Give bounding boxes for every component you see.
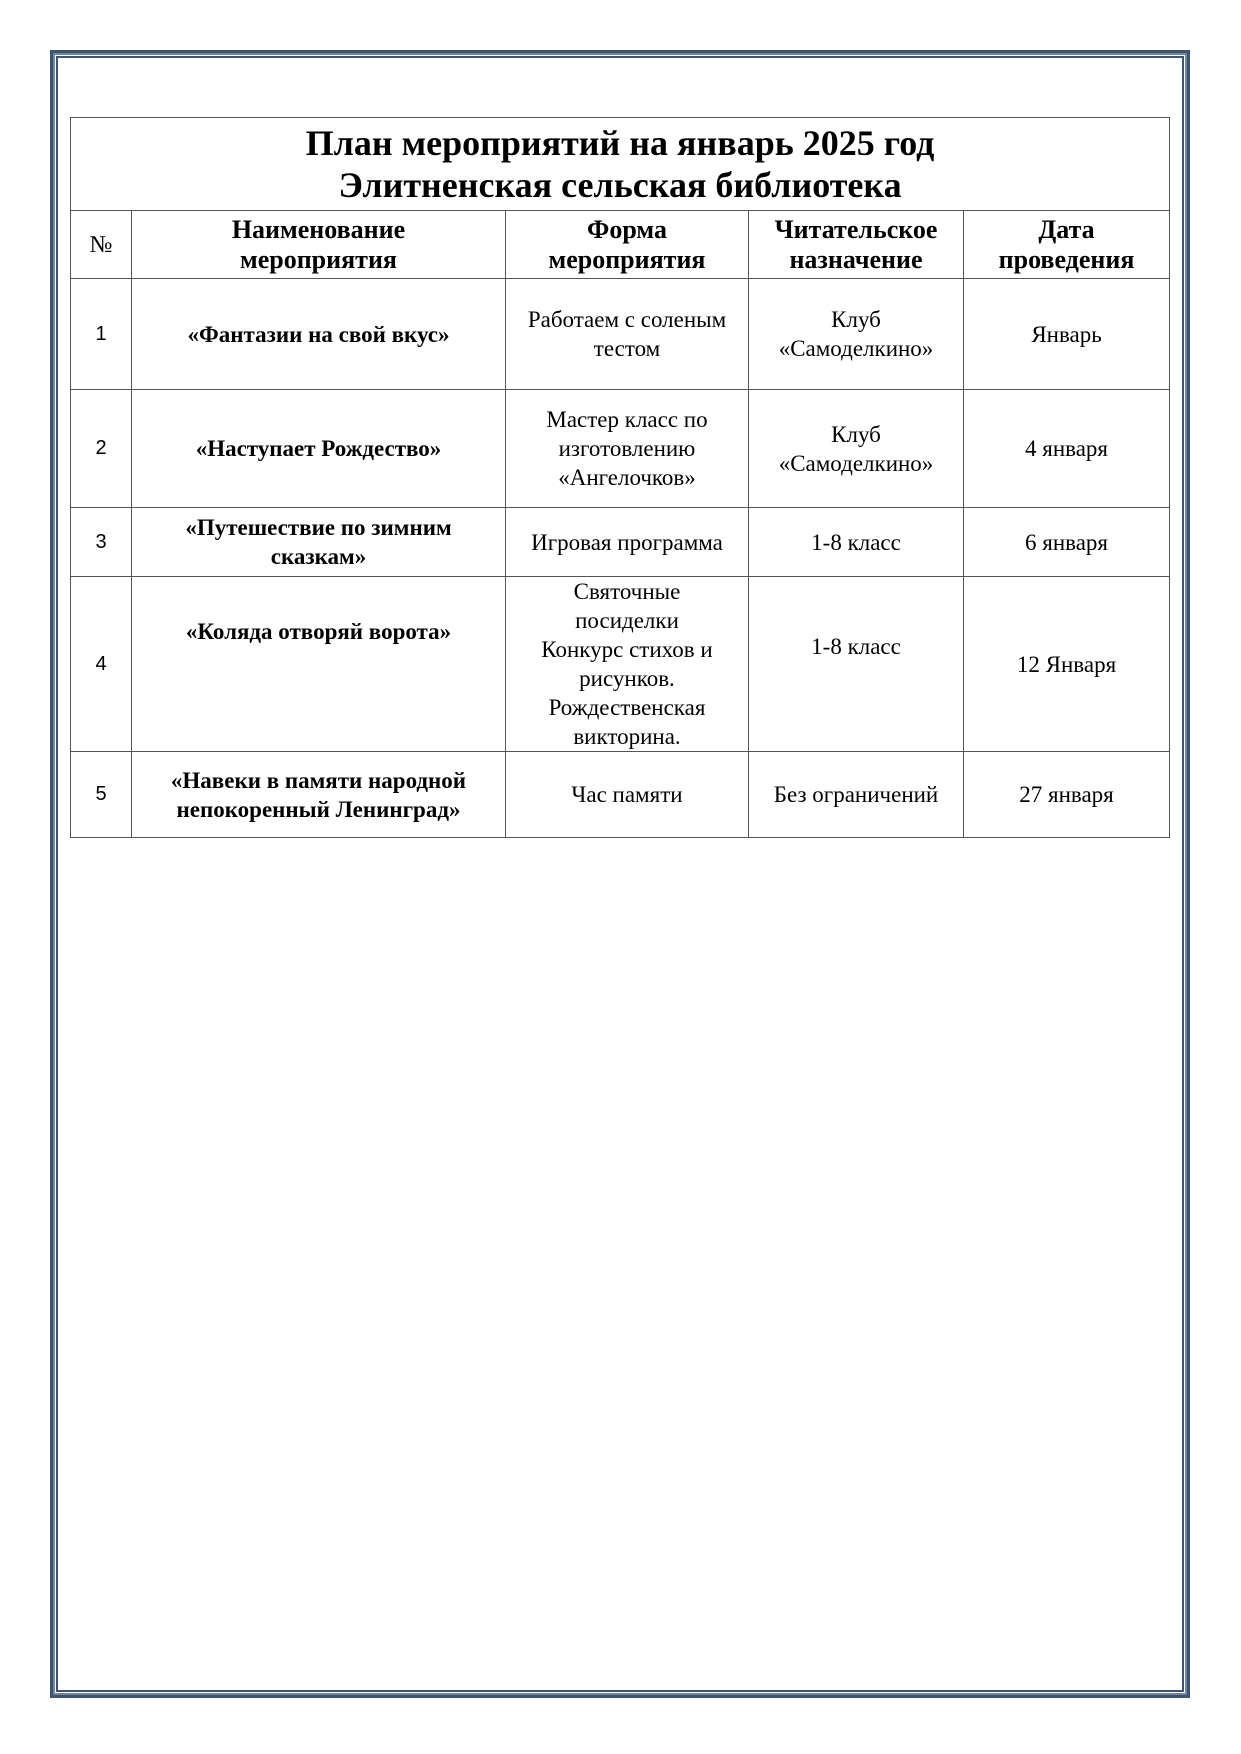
cell-line: викторина. (573, 724, 681, 749)
event-date: 12 Января (964, 577, 1170, 752)
header-text: Дата (1038, 214, 1095, 244)
column-header-name (132, 211, 506, 279)
row-number: 1 (71, 279, 132, 390)
table-row (71, 279, 1170, 390)
header-text: Форма (587, 214, 667, 244)
event-form: Час памяти (506, 752, 749, 838)
column-header-number: № (71, 211, 132, 279)
cell-line: посиделки (575, 608, 679, 633)
event-audience: Без ограничений (749, 752, 964, 838)
header-text: назначение (789, 244, 923, 274)
row-number: 4 (71, 577, 132, 752)
event-date: Январь (964, 279, 1170, 390)
column-header-audience (749, 211, 964, 279)
cell-line: Клуб (831, 421, 881, 447)
header-text: мероприятия (548, 244, 706, 274)
row-number: 2 (71, 390, 132, 508)
event-form (506, 577, 749, 752)
cell-line: тестом (593, 336, 661, 361)
event-name: «Фантазии на свой вкус» (132, 279, 506, 390)
header-text: проведения (998, 244, 1135, 274)
event-audience (749, 390, 964, 508)
event-audience: 1-8 класс (749, 508, 964, 577)
cell-line: Клуб (831, 307, 881, 332)
title-row (71, 118, 1170, 211)
cell-line: рисунков. (579, 666, 675, 691)
cell-line: «Самоделкино» (778, 450, 934, 476)
title-line-2: Элитненская сельская библиотека (338, 165, 902, 205)
cell-line: Работаем с соленым (527, 307, 727, 332)
header-text: Читательское (774, 214, 938, 244)
event-name: «Наступает Рождество» (132, 390, 506, 508)
cell-line: «Ангелочков» (558, 465, 696, 490)
table-row (71, 390, 1170, 508)
cell-line: Рождественская (548, 695, 706, 720)
event-form: Игровая программа (506, 508, 749, 577)
cell-line: «Самоделкино» (778, 336, 934, 361)
title-line-1: План мероприятий на январь 2025 год (305, 123, 935, 163)
event-date: 27 января (964, 752, 1170, 838)
header-text: мероприятия (239, 244, 397, 274)
table-row (71, 752, 1170, 838)
cell-line: Конкурс стихов и (541, 637, 713, 662)
row-number: 3 (71, 508, 132, 577)
event-audience (749, 279, 964, 390)
header-text: Наименование (231, 214, 406, 244)
cell-line: Мастер класс по (546, 407, 708, 432)
document-title (71, 118, 1170, 211)
event-date: 4 января (964, 390, 1170, 508)
event-name (132, 752, 506, 838)
header-row (71, 211, 1170, 279)
cell-line: сказкам» (270, 544, 367, 569)
column-header-form (506, 211, 749, 279)
event-audience: 1-8 класс (749, 577, 964, 752)
cell-line: непокоренный Ленинград» (176, 796, 461, 822)
event-name: «Коляда отворяй ворота» (132, 577, 506, 752)
event-form (506, 390, 749, 508)
event-date: 6 января (964, 508, 1170, 577)
column-header-date (964, 211, 1170, 279)
cell-line: «Навеки в памяти народной (170, 767, 467, 793)
cell-line: изготовлению (558, 436, 696, 461)
event-name (132, 508, 506, 577)
cell-line: Святочные (573, 579, 681, 604)
row-number: 5 (71, 752, 132, 838)
events-plan-table (70, 117, 1170, 838)
table-row (71, 508, 1170, 577)
event-form (506, 279, 749, 390)
cell-line: «Путешествие по зимним (185, 515, 452, 540)
table-row (71, 577, 1170, 752)
